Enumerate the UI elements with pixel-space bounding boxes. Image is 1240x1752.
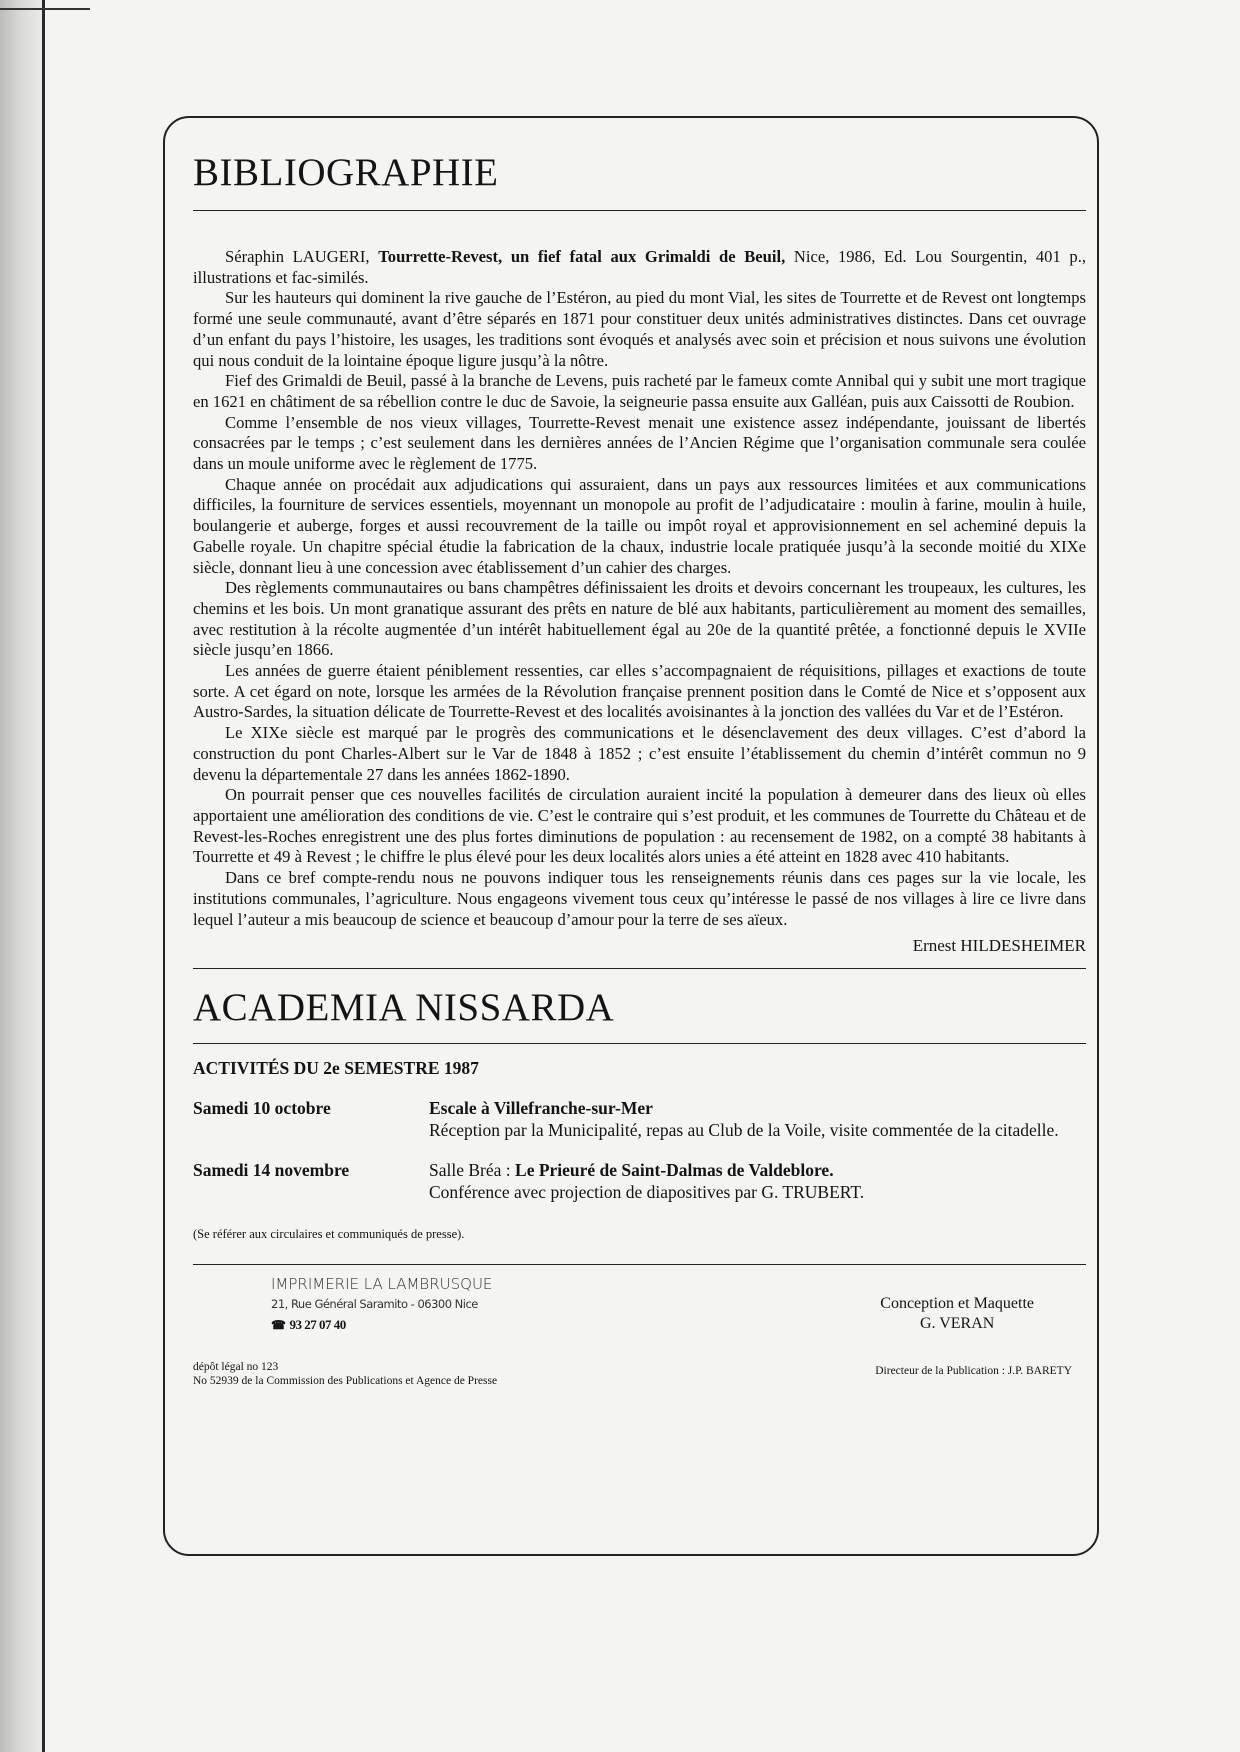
design-credit [880,1294,1034,1334]
book-review [193,247,1086,957]
page-binding-edge [42,0,45,1752]
press-note: (Se référer aux circulaires et communiqués de presse). [193,1226,465,1241]
event-details: Conférence avec projection de diapositives par G. TRUBERT. [429,1181,865,1202]
event-details: Réception par la Municipalité, repas au Club de la Voile, visite commentée de la citadelle. [429,1119,1059,1140]
page-content [193,150,1086,1405]
review-paragraph: Des règlements communautaires ou bans champêtres définissaient les droits et devoirs concernant les troupeaux, les cultures, les chemins et les bois. Un mont granatique assurant des prêts en nature de blé aux habitants, particulièrement au moment des semailles, avec restitution à la récolte augmentée d’un intérêt habituellement égal au 20e de la quantité prêtée, a fonctionné depuis le XVIIe siècle jusqu’en 1866. [193,578,1086,660]
printer-name: IMPRIMERIE LA LAMBRUSQUE [271,1274,493,1293]
academia-rule [193,1043,1086,1044]
event-date: Samedi 10 octobre [193,1097,331,1118]
event-item [193,1159,1086,1203]
activities-title: ACTIVITÉS DU 2e SEMESTRE 1987 [193,1057,479,1078]
event-venue: Salle Bréa : [429,1159,511,1180]
colophon [193,1265,1086,1405]
commission-number: No 52939 de la Commission des Publications et Agence de Presse [193,1374,498,1387]
review-paragraph: Le XIXe siècle est marqué par le progrès des communications et le désenclavement des deux villages. C’est d’abord la construction du pont Charles-Albert sur le Var de 1848 à 1852 ; c’est ensuite l’établissement du chemin d’intérêt commun no 9 devenu la départementale 27 dans les années 1862-1890. [193,723,1086,784]
phone-icon: ☎ [271,1317,286,1332]
heading-rule [193,210,1086,211]
legal-deposit [193,1360,497,1388]
section-rule [193,968,1086,969]
top-edge-mark [0,8,90,10]
review-signature: Ernest HILDESHEIMER [912,936,1086,956]
review-paragraph: Chaque année on procédait aux adjudications qui assuraient, dans un pays aux ressources limitées et aux communications difficiles, la fourniture de services essentiels, moyennant un monopole au profit de l’adjudicataire : moulin à farine, moulin à huile, boulangerie et auberge, forges et aussi recouvrement de la taille ou impôt royal et approvisionnement en sel acheminé depuis la Gabelle royale. Un chapitre spécial étudie la fabrication de la chaux, industrie locale pratiquée jusqu’à la seconde moitié du XIXe siècle, donnant lieu à une concession avec établissement d’un cahier des charges. [193,474,1086,577]
academia-heading: ACADEMIA NISSARDA [193,985,615,1029]
printer-phone-number: 93 27 07 40 [289,1316,346,1332]
page-binding-shadow [0,0,44,1752]
event-item [193,1097,1086,1141]
review-paragraph: Les années de guerre étaient péniblement ressenties, car elles s’accompagnaient de réquisitions, pillages et exactions de toute sorte. A cet égard on note, lorsque les armées de la Révolution française prennent position dans le Comté de Nice et s’opposent aux Austro-Sardes, la situation délicate de Tourrette-Revest et des localités avoisinantes à la jonction des vallées du Var et de l’Estéron. [193,661,1086,722]
bibliographie-heading: BIBLIOGRAPHIE [193,151,499,194]
event-date: Samedi 14 novembre [193,1159,350,1180]
book-citation [193,247,1086,288]
review-paragraph: Comme l’ensemble de nos vieux villages, Tourrette-Revest menait une existence assez indépendante, jouissant de libertés consacrées par le temps ; c’est seulement dans les dernières années de l’Ancien Régime que l’organisation communale sera coulée dans un moule uniforme avec le règlement de 1775. [193,412,1086,474]
event-description [429,1097,1086,1141]
publication-director: Directeur de la Publication : J.P. BARETY [875,1364,1072,1377]
design-credit-label: Conception et Maquette [880,1294,1034,1312]
event-title: Escale à Villefranche-sur-Mer [429,1097,653,1118]
review-paragraph: Sur les hauteurs qui dominent la rive gauche de l’Estéron, au pied du mont Vial, les sites de Tourrette et de Revest ont longtemps formé une seule communauté, avant d’être séparés en 1871 pour constituer deux unités administratives distinctes. Dans cet ouvrage d’un enfant du pays l’histoire, les usages, les traditions sont évoqués et analysés avec soin et précision et nous suivons une évolution qui nous conduit de la lointaine époque ligure jusqu’à la nôtre. [193,288,1086,370]
citation-details: Nice, 1986, Ed. Lou Sourgentin, 401 p., illustrations et fac-similés. [193,247,1086,287]
legal-deposit-number: dépôt légal no 123 [193,1360,279,1373]
review-paragraph: Dans ce bref compte-rendu nous ne pouvons indiquer tous les renseignements réunis dans ces pages sur la vie locale, les institutions communales, l’agriculture. Nous engageons vivement tous ceux qu’intéresse le passé de nos villages à lire ce livre dans lequel l’auteur a mis beaucoup de science et beaucoup d’amour pour la terre de ses aïeux. [193,868,1086,929]
printer-info [271,1275,492,1333]
citation-title: Tourrette-Revest, un fief fatal aux Grimaldi de Beuil, [378,247,786,266]
printer-address: 21, Rue Général Saramito - 06300 Nice [271,1296,478,1311]
event-description [429,1159,1086,1203]
event-title: Le Prieuré de Saint-Dalmas de Valdeblore. [515,1159,834,1180]
citation-author: Séraphin LAUGERI, [225,247,370,266]
review-paragraph: On pourrait penser que ces nouvelles facilités de circulation auraient incité la population à demeurer dans des lieux où elles apportaient une amélioration des conditions de vie. C’est le contraire qui s’est produit, et les communes de Tourrette du Château et de Revest-les-Roches enregistrent une des plus fortes diminutions de population : au recensement de 1982, on a compté 38 habitants à Tourrette et 49 à Revest ; le chiffre le plus élevé pour les deux localités alors unies a été atteint en 1828 avec 410 habitants. [193,785,1086,867]
review-paragraph: Fief des Grimaldi de Beuil, passé à la branche de Levens, puis racheté par le fameux comte Annibal qui y subit une mort tragique en 1621 en châtiment de sa rébellion contre le duc de Savoie, la seigneurie passa ensuite aux Galléan, puis aux Caissotti de Roubion. [193,371,1086,411]
printer-phone [271,1317,492,1333]
design-credit-name: G. VERAN [919,1314,995,1332]
